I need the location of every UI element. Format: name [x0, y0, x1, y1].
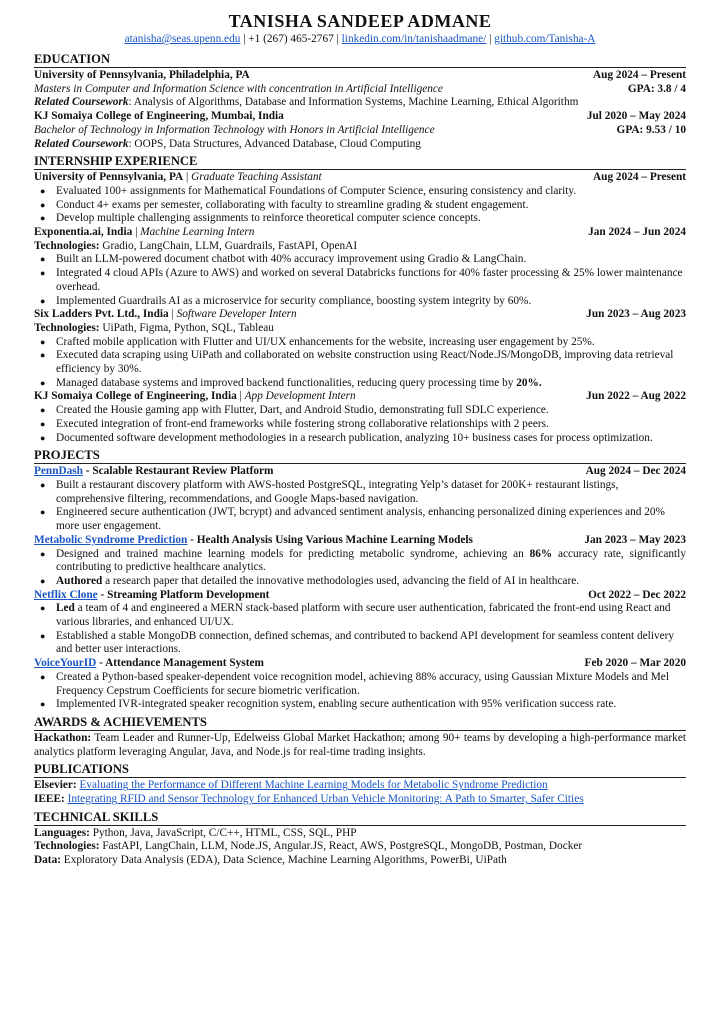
skills-entry	[34, 840, 686, 854]
org-name: KJ Somaiya College of Engineering, India	[34, 390, 237, 403]
role-title: Machine Learning Intern	[140, 226, 255, 239]
project-link[interactable]: PennDash	[34, 465, 83, 478]
github-link[interactable]: github.com/Tanisha-A	[494, 33, 596, 45]
education-entry	[34, 69, 686, 110]
coursework-text: : OOPS, Data Structures, Advanced Database, Cloud Computing	[128, 137, 421, 150]
list-item: ● Engineered secure authentication (JWT, bcrypt) and advanced sentiment analysis, enhancing personalized dining experiences and 20% more user engagement.	[56, 506, 686, 533]
section-heading-awards: AWARDS & ACHIEVEMENTS	[34, 715, 686, 731]
section-heading-education: EDUCATION	[34, 52, 686, 68]
separator: |	[486, 33, 495, 45]
list-item: ● Created the Housie gaming app with Flutter, Dart, and Android Studio, demonstrating full SDLC experience.	[56, 404, 686, 418]
skills-entry	[34, 827, 686, 841]
skills-text: Exploratory Data Analysis (EDA), Data Science, Machine Learning Algorithms, PowerBi, UiPath	[60, 854, 507, 867]
date-range: Aug 2024 – Present	[593, 171, 686, 184]
bullet-highlight: 20%.	[516, 376, 542, 389]
coursework-label: Related Coursework	[34, 96, 129, 109]
skills-text: FastAPI, LangChain, LLM, Node.JS, Angular.JS, React, AWS, PostgreSQL, MongoDB, Postman, Docker	[99, 840, 583, 853]
award-text: Team Leader and Runner-Up, Edelweiss Global Market Hackathon; among 90+ teams by developing a high-performance market analytics platform leveraging Angular, Java, and Node.js for real-time trading insights.	[34, 731, 686, 758]
bullet-highlight: Authored	[56, 574, 103, 587]
list-item: ● Established a stable MongoDB connection, defined schemas, and contributed to backend API development for seamless content delivery and better user interactions.	[56, 630, 686, 657]
phone-text: +1 (267) 465-2767	[248, 33, 334, 45]
separator: |	[132, 226, 141, 239]
list-item: ● Implemented Guardrails AI as a microservice for security compliance, boosting system integrity by 60%.	[56, 295, 686, 309]
internship-entry	[34, 226, 686, 308]
list-item: ● Built a restaurant discovery platform with AWS-hosted PostgreSQL, integrating Yelp’s dataset for 200K+ restaurant listings, comprehensive filtering, recommendations, and Google Maps-based navigation.	[56, 479, 686, 506]
publication-venue: IEEE:	[34, 793, 65, 806]
project-entry	[34, 589, 686, 658]
skills-label: Technologies:	[34, 840, 100, 853]
date-range: Jun 2023 – Aug 2023	[586, 308, 686, 321]
project-link[interactable]: Metabolic Syndrome Prediction	[34, 533, 188, 546]
publication-link[interactable]: Evaluating the Performance of Different Machine Learning Models for Metabolic Syndrome Prediction	[79, 779, 548, 792]
project-link[interactable]: Netflix Clone	[34, 588, 98, 601]
degree-text: Masters in Computer and Information Science with concentration in Artificial Intelligence	[34, 82, 443, 95]
project-title: - Streaming Platform Development	[97, 588, 270, 601]
list-item: ● Executed integration of front-end frameworks while fostering strong collaborative relationships with 2 peers.	[56, 418, 686, 432]
project-title: - Attendance Management System	[96, 657, 264, 670]
list-item	[56, 575, 686, 589]
list-item	[56, 548, 686, 575]
list-item: ● Crafted mobile application with Flutter and UI/UX enhancements for the website, increasing user engagement by 25%.	[56, 336, 686, 350]
linkedin-link[interactable]: linkedin.com/in/tanishaadmane/	[341, 33, 487, 45]
separator: |	[240, 33, 249, 45]
org-name: University of Pennsylvania, PA	[34, 171, 184, 184]
bullet-text: Designed and trained machine learning models for predicting metabolic syndrome, achieving an	[56, 547, 530, 560]
skills-label: Data:	[34, 854, 61, 867]
list-item: ● Implemented IVR-integrated speaker recognition system, enabling secure authentication with 95% verification success rate.	[56, 698, 686, 712]
publication-venue: Elsevier:	[34, 779, 77, 792]
separator: |	[183, 171, 192, 184]
list-item: ● Integrated 4 cloud APIs (Azure to AWS) and worked on several Databricks functions for 40% faster processing & 25% lower maintenance overhead.	[56, 267, 686, 294]
project-title: - Health Analysis Using Various Machine Learning Models	[187, 533, 473, 546]
date-range: Jan 2023 – May 2023	[584, 533, 686, 546]
resume-page	[34, 10, 686, 868]
gpa-text: GPA: 9.53 / 10	[616, 123, 686, 136]
project-title: - Scalable Restaurant Review Platform	[82, 465, 274, 478]
technologies-text: UiPath, Figma, Python, SQL, Tableau	[99, 321, 274, 334]
date-range: Jan 2024 – Jun 2024	[588, 226, 686, 239]
award-label: Hackathon:	[34, 731, 92, 744]
list-item: ● Evaluated 100+ assignments for Mathematical Foundations of Computer Science, ensuring consistency and clarity.	[56, 185, 686, 199]
project-entry	[34, 657, 686, 712]
publication-link[interactable]: Integrating RFID and Sensor Technology for Enhanced Urban Vehicle Monitoring: A Path to Smarter, Safer Cities	[67, 793, 584, 806]
bullet-text: accuracy rate, significantly contributing to predictive healthcare analytics.	[56, 547, 686, 574]
date-range: Aug 2024 – Dec 2024	[585, 465, 686, 478]
bullet-text: a team of 4 and engineered a MERN stack-based platform with secure user authentication, fabricated the front-end using React and various libraries, and enhanced UI/UX.	[56, 602, 671, 629]
degree-text: Bachelor of Technology in Information Technology with Honors in Artificial Intelligence	[34, 123, 435, 136]
contact-line	[34, 32, 686, 47]
list-item	[56, 602, 686, 629]
candidate-name: TANISHA SANDEEP ADMANE	[228, 11, 492, 31]
technologies-text: Gradio, LangChain, LLM, Guardrails, FastAPI, OpenAI	[99, 239, 358, 252]
gpa-text: GPA: 3.8 / 4	[627, 82, 686, 95]
internship-entry	[34, 390, 686, 445]
publication-entry	[34, 793, 686, 807]
project-link[interactable]: VoiceYourID	[34, 657, 97, 670]
date-range: Feb 2020 – Mar 2020	[584, 657, 686, 670]
bullet-text: Managed database systems and improved backend functionalities, reducing query processing time by	[56, 376, 517, 389]
skills-entry	[34, 854, 686, 868]
section-heading-skills: TECHNICAL SKILLS	[34, 810, 686, 826]
list-item	[56, 377, 686, 391]
separator: |	[333, 33, 342, 45]
date-range: Oct 2022 – Dec 2022	[588, 588, 686, 601]
separator: |	[236, 390, 245, 403]
list-item: ● Executed data scraping using UiPath and collaborated on website construction using React/Node.JS/MongoDB, improving data retrieval efficiency by 30%.	[56, 349, 686, 376]
project-entry	[34, 465, 686, 534]
section-heading-publications: PUBLICATIONS	[34, 762, 686, 778]
date-range: Jul 2020 – May 2024	[586, 110, 686, 123]
project-entry	[34, 534, 686, 589]
publication-entry	[34, 779, 686, 793]
internship-entry	[34, 171, 686, 226]
bullet-highlight: 86%	[529, 547, 553, 560]
bullet-text: a research paper that detailed the innovative methodologies used, advancing the field of AI in healthcare.	[102, 574, 580, 587]
technologies-label: Technologies:	[34, 321, 100, 334]
list-item: ● Develop multiple challenging assignments to reinforce theoretical computer science concepts.	[56, 212, 686, 226]
role-title: App Development Intern	[244, 390, 356, 403]
email-link[interactable]: atanisha@seas.upenn.edu	[124, 33, 241, 45]
bullet-highlight: Led	[56, 602, 75, 615]
education-entry	[34, 110, 686, 151]
technologies-label: Technologies:	[34, 239, 100, 252]
date-range: Jun 2022 – Aug 2022	[586, 390, 686, 403]
list-item: ● Built an LLM-powered document chatbot with 40% accuracy improvement using Gradio & LangChain.	[56, 253, 686, 267]
org-name: Exponentia.ai, India	[34, 226, 133, 239]
separator: |	[168, 308, 177, 321]
coursework-text: : Analysis of Algorithms, Database and Information Systems, Machine Learning, Ethical Algorithm	[128, 96, 579, 109]
section-heading-internships: INTERNSHIP EXPERIENCE	[34, 154, 686, 170]
role-title: Software Developer Intern	[176, 308, 297, 321]
org-name: Six Ladders Pvt. Ltd., India	[34, 308, 169, 321]
school-name: University of Pennsylvania, Philadelphia, PA	[34, 69, 250, 81]
list-item: ● Documented software development methodologies in a research publication, analyzing 10+ business cases for process optimization.	[56, 432, 686, 446]
award-entry	[34, 732, 686, 759]
section-heading-projects: PROJECTS	[34, 448, 686, 464]
school-name: KJ Somaiya College of Engineering, Mumbai, India	[34, 110, 284, 123]
coursework-label: Related Coursework	[34, 137, 129, 150]
list-item: ● Conduct 4+ exams per semester, collaborating with faculty to streamline grading & student engagement.	[56, 199, 686, 213]
date-range: Aug 2024 – Present	[593, 69, 686, 81]
skills-label: Languages:	[34, 826, 90, 839]
internship-entry	[34, 308, 686, 390]
role-title: Graduate Teaching Assistant	[191, 171, 322, 184]
skills-text: Python, Java, JavaScript, C/C++, HTML, CSS, SQL, PHP	[89, 826, 357, 839]
list-item: ● Created a Python-based speaker-dependent voice recognition model, achieving 88% accuracy, using Gaussian Mixture Models and Mel Frequency Cepstrum Coefficients for secure biometric verification.	[56, 671, 686, 698]
